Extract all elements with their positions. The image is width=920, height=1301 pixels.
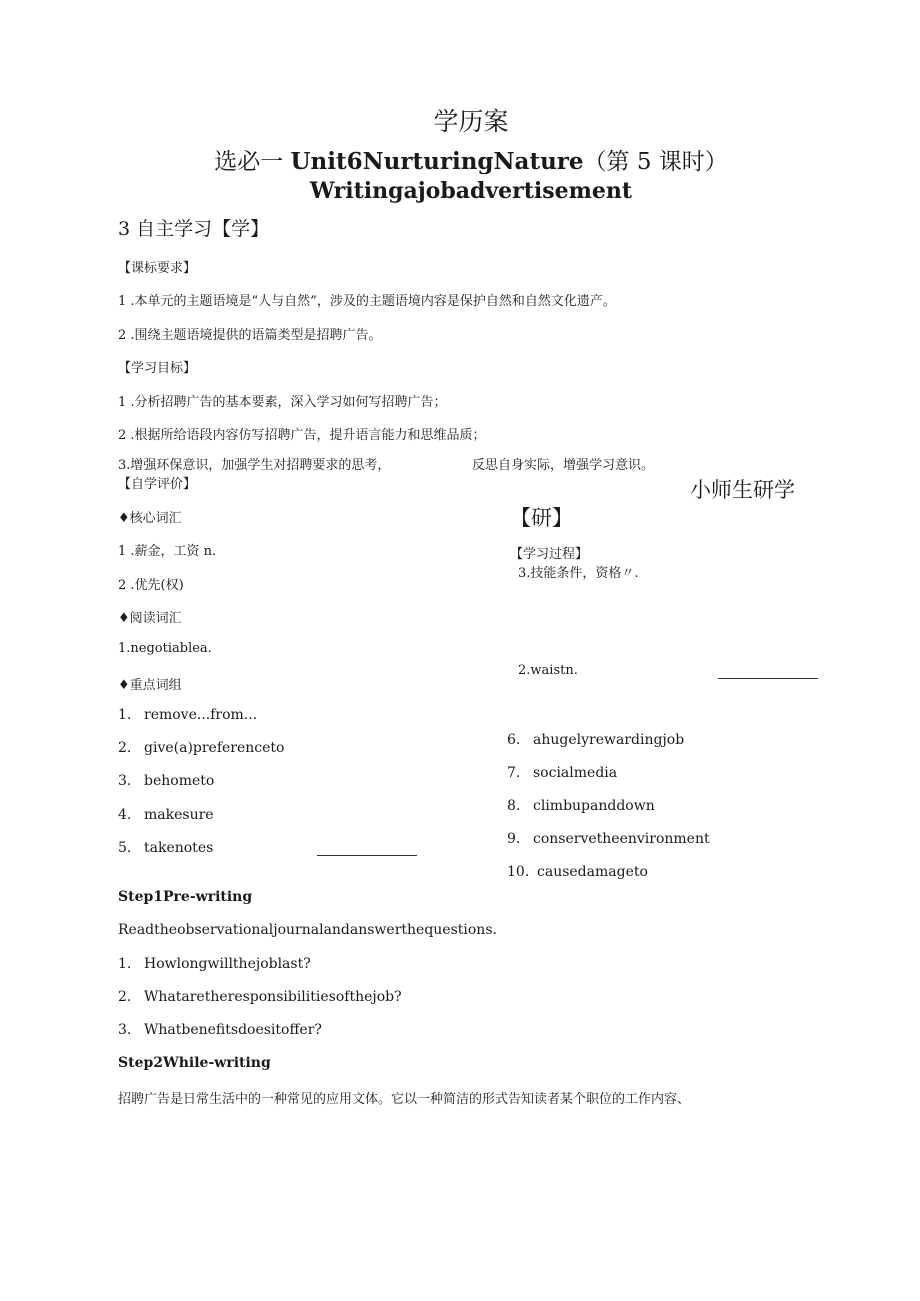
objective-item-3b: 反思自身实际，增强学习意识。 [472,458,655,473]
phrase-item: 9. conservetheenvironment [507,831,710,847]
core-vocab-heading: ♦核心词汇 [118,511,182,526]
answer-blank [718,678,818,679]
reading-vocab-item-2: 2.waistn. [518,663,578,678]
phrase-item: 7. socialmedia [507,765,618,781]
phrase-item: 4. makesure [118,807,214,823]
step1-question: 2. Whataretheresponsibilitiesofthejob? [118,989,402,1005]
phrase-item: 5. takenotes [118,840,214,856]
sidebar-title: 小师生研学 [690,478,795,502]
step1-title: Step1Pre-writing [118,889,253,905]
answer-blank [317,855,417,856]
objective-item-1: 1 .分析招聘广告的基本要素，深入学习如何写招聘广告； [118,395,447,410]
phrase-item: 3. behometo [118,773,215,789]
phrase-item: 8. climbupanddown [507,798,655,814]
sidebar-research-heading: 【研】 [510,506,573,530]
curriculum-item-2: 2 .围绕主题语境提供的语篇类型是招聘广告。 [118,328,382,343]
step1-question: 3. Whatbenefitsdoesitoffer? [118,1022,322,1038]
section-self-study: 3 自主学习【学】 [118,218,270,240]
self-eval-heading: 【自学评价】 [118,477,197,492]
reading-vocab-item-1: 1.negotiablea. [118,641,212,656]
phrase-item: 1. remove...from... [118,707,258,723]
objectives-heading: 【学习目标】 [118,361,197,376]
subtitle-prefix: 选必一 [214,149,291,175]
core-vocab-item-2: 2 .优先(权) [118,578,184,593]
core-vocab-item-1: 1 .薪金，工资 n. [118,544,217,559]
phrase-item: 10. causedamageto [507,864,648,880]
objective-item-3a: 3.增强环保意识，加强学生对招聘要求的思考， [118,458,391,473]
lesson-subtitle [0,143,920,176]
lesson-topic: Writingajobadvertisement [309,178,633,204]
subtitle-suffix: （第 5 课时） [583,149,728,175]
curriculum-heading: 【课标要求】 [118,261,197,276]
process-heading: 【学习过程】 [510,547,589,562]
objective-item-2: 2 .根据所给语段内容仿写招聘广告，提升语言能力和思维品质； [118,428,486,443]
page-title: 学历案 [433,107,509,136]
phrase-item: 6. ahugelyrewardingjob [507,732,685,748]
step1-question: 1. Howlongwillthejoblast? [118,956,311,972]
reading-vocab-heading: ♦阅读词汇 [118,611,182,626]
step2-title: Step2While-writing [118,1055,271,1071]
subtitle-unit: Unit6NurturingNature [290,148,584,175]
curriculum-item-1: 1 .本单元的主题语境是“人与自然”，涉及的主题语境内容是保护自然和自然文化遗产。 [118,294,616,309]
phrase-item: 2. give(a)preferenceto [118,740,285,756]
phrases-heading: ♦重点词组 [118,678,182,693]
step2-text: 招聘广告是日常生活中的一种常见的应用文体。它以一种简洁的形式告知读者某个职位的工作内容、 [118,1092,691,1107]
step1-instruction: Readtheobservationaljournalandanswerthequestions. [118,922,497,938]
core-vocab-item-3: 3.技能条件，资格〃. [518,566,639,581]
